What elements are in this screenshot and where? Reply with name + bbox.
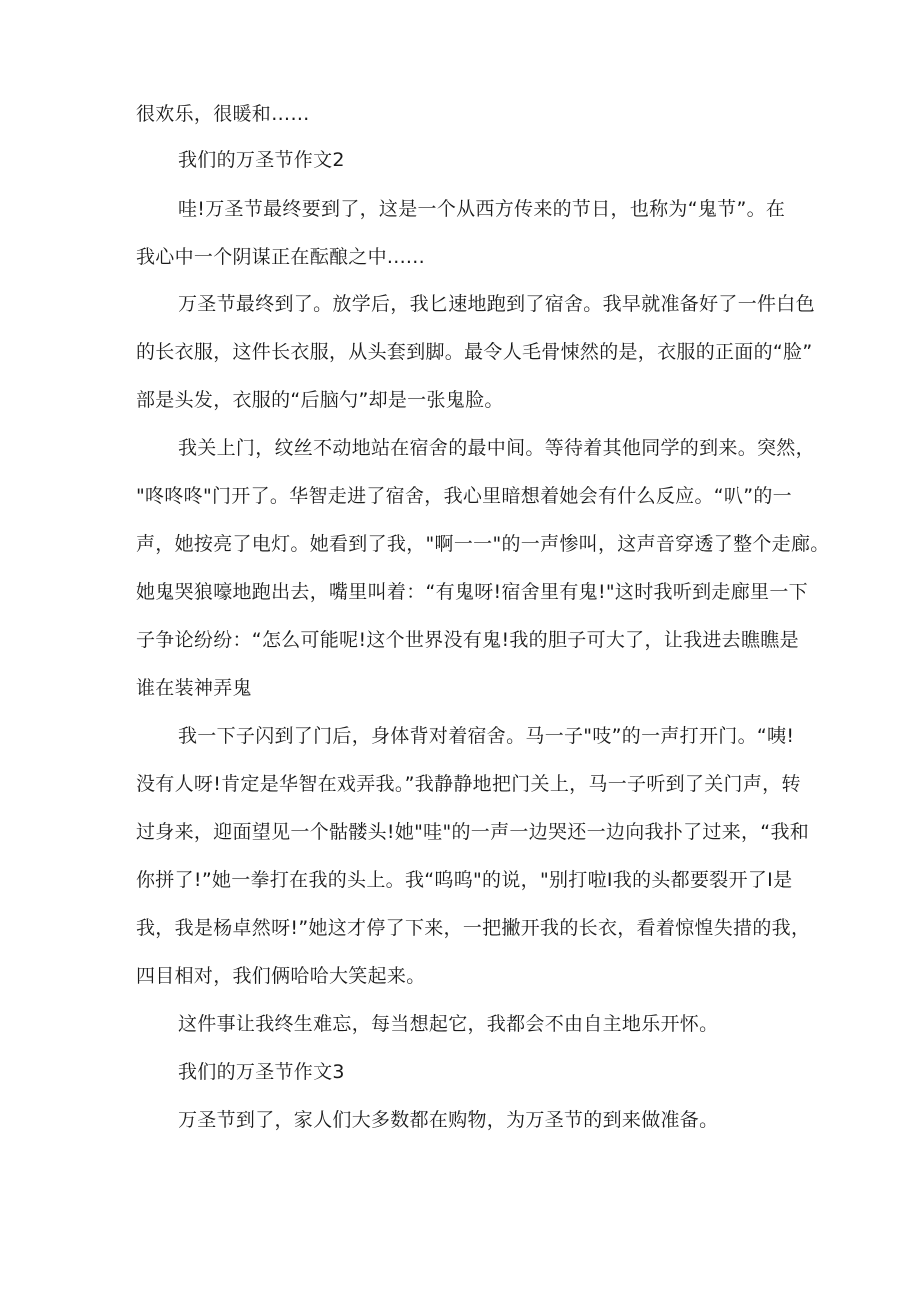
- text-line: 过身来，迎面望见一个骷髅头!她"哇"的一声一边哭还一边向我扑了过来，“我和: [136, 821, 810, 843]
- text-line: 哇!万圣节最终要到了，这是一个从西方传来的节日，也称为“鬼节”。在: [178, 198, 786, 220]
- text-line: 子争论纷纷：“怎么可能呢!这个世界没有鬼!我的胆子可大了，让我进去瞧瞧是: [136, 629, 799, 651]
- text-line: 这件事让我终生难忘，每当想起它，我都会不由自主地乐开怀。: [178, 1013, 719, 1035]
- text-line: 我关上门，纹丝不动地站在宿舍的最中间。等待着其他同学的到来。突然，: [178, 437, 815, 459]
- section-heading: 我们的万圣节作文3: [178, 1061, 345, 1083]
- text-line: 声，她按亮了电灯。她看到了我，"啊一一"的一声惨叫，这声音穿透了整个走廊。: [136, 533, 830, 555]
- text-line: 你拼了!”她一拳打在我的头上。我“呜呜"的说，"别打啦I我的头都要裂开了I是: [136, 869, 793, 891]
- text-line: 万圣节到了，家人们大多数都在购物，为万圣节的到来做准备。: [178, 1109, 719, 1131]
- text-line: 很欢乐，很暖和……: [136, 103, 310, 125]
- text-line: 没有人呀!肯定是华智在戏弄我。”我静静地把门关上，马一子听到了关门声，转: [136, 773, 801, 795]
- text-line: 四目相对，我们俩哈哈大笑起来。: [136, 965, 426, 987]
- text-line: 她鬼哭狼嚎地跑出去，嘴里叫着：“有鬼呀!宿舍里有鬼!"这时我听到走廊里一下: [136, 581, 808, 603]
- section-heading: 我们的万圣节作文2: [178, 149, 345, 171]
- text-line: 我心中一个阴谋正在酝酿之中......: [136, 246, 425, 268]
- text-line: 的长衣服，这件长衣服，从头套到脚。最令人毛骨悚然的是，衣服的正面的“脸”: [136, 341, 813, 363]
- text-line: "咚咚咚"门开了。华智走进了宿舍，我心里暗想着她会有什么反应。“叭”的一: [136, 485, 792, 507]
- text-line: 我，我是杨卓然呀!”她这才停了下来，一把撇开我的长衣，看着惊惶失措的我，: [136, 917, 811, 939]
- text-line: 谁在装神弄鬼: [136, 677, 252, 699]
- text-line: 部是头发，衣服的“后脑勺”却是一张鬼脸。: [136, 389, 504, 411]
- text-line: 万圣节最终到了。放学后，我匕速地跑到了宿舍。我早就准备好了一件白色: [178, 293, 815, 315]
- text-line: 我一下子闪到了门后，身体背对着宿舍。马一子"吱”的一声打开门。“咦!: [178, 725, 795, 747]
